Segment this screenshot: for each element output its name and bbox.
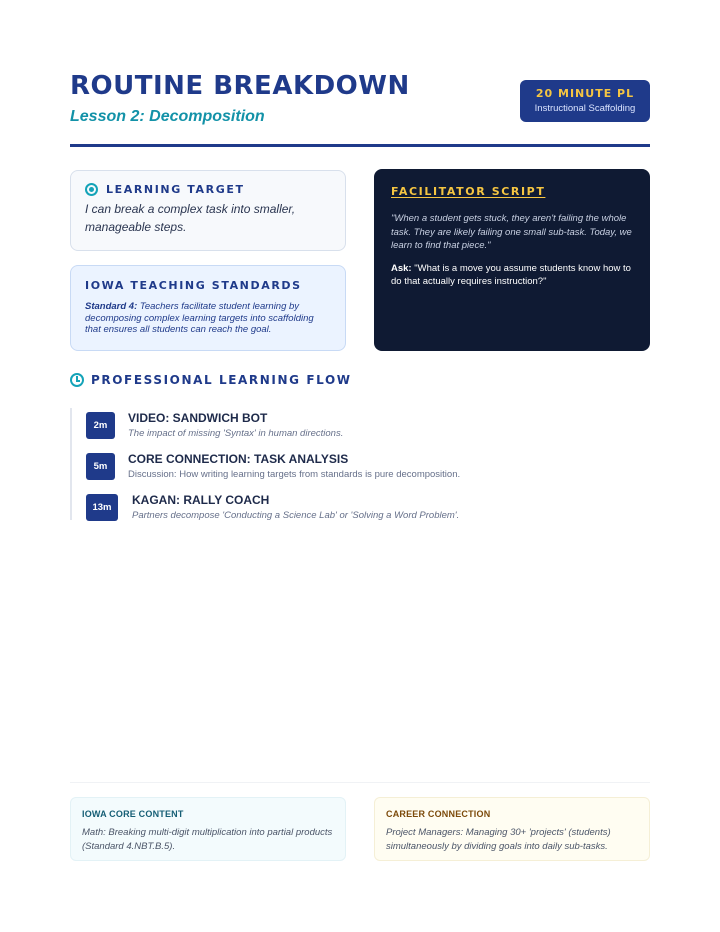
step-duration: 5m [86,453,115,480]
footer-divider [70,782,650,783]
learning-target-heading: LEARNING TARGET [106,183,245,196]
career-connection-text: Project Managers: Managing 30+ 'projects' (students) simultaneously by dividing goals into daily sub-tasks. [386,827,611,852]
script-heading: FACILITATOR SCRIPT [391,185,546,198]
badge-subtitle: Instructional Scaffolding [534,103,636,114]
target-icon [85,183,98,196]
step-name: CORE CONNECTION: TASK ANALYSIS [128,452,349,466]
core-content-card [70,797,346,861]
clock-icon [70,373,84,387]
step-duration: 2m [86,412,115,439]
step-duration: 13m [86,494,118,521]
flow-heading: PROFESSIONAL LEARNING FLOW [91,373,352,387]
facilitator-script-card [374,169,650,351]
career-connection-card [374,797,650,861]
script-quote: "When a student gets stuck, they aren't failing the whole task. They are likely failing one small sub-task. Today, we learn to find that piece." [391,213,632,251]
flow-step [86,492,646,522]
step-description: Partners decompose 'Conducting a Science Lab' or 'Solving a Word Problem'. [132,510,460,521]
script-ask-label: Ask: [391,262,412,274]
flow-step [86,410,646,440]
step-description: The impact of missing 'Syntax' in human directions. [128,428,344,439]
duration-badge [520,80,650,122]
badge-title: 20 MINUTE PL [535,87,635,100]
core-content-text: Math: Breaking multi-digit multiplication into partial products (Standard 4.NBT.B.5). [82,827,333,852]
header-divider [70,144,650,147]
standards-body: Teachers facilitate student learning by decomposing complex learning targets into scaffolding that ensures all students can reach the goal. [85,301,314,335]
learning-target-card [70,170,346,251]
step-name: VIDEO: SANDWICH BOT [128,411,268,425]
page-subtitle: Lesson 2: Decomposition [70,108,265,125]
standards-text [85,301,331,336]
step-name: KAGAN: RALLY COACH [132,493,270,507]
standards-heading: IOWA TEACHING STANDARDS [85,279,302,292]
learning-target-text: I can break a complex task into smaller, manageable steps. [85,202,296,234]
standards-label: Standard 4: [85,301,138,312]
script-ask [391,262,633,289]
script-ask-text: "What is a move you assume students know how to do that actually requires instruction?" [391,262,631,287]
flow-step [86,451,646,481]
page-header [70,70,650,130]
flow-timeline [70,408,72,520]
flow-heading-row [70,373,352,387]
standards-card [70,265,346,351]
career-connection-heading: CAREER CONNECTION [386,809,491,819]
step-description: Discussion: How writing learning targets from standards is pure decomposition. [128,469,461,480]
core-content-heading: IOWA CORE CONTENT [82,809,184,819]
page-title: ROUTINE BREAKDOWN [70,71,410,101]
